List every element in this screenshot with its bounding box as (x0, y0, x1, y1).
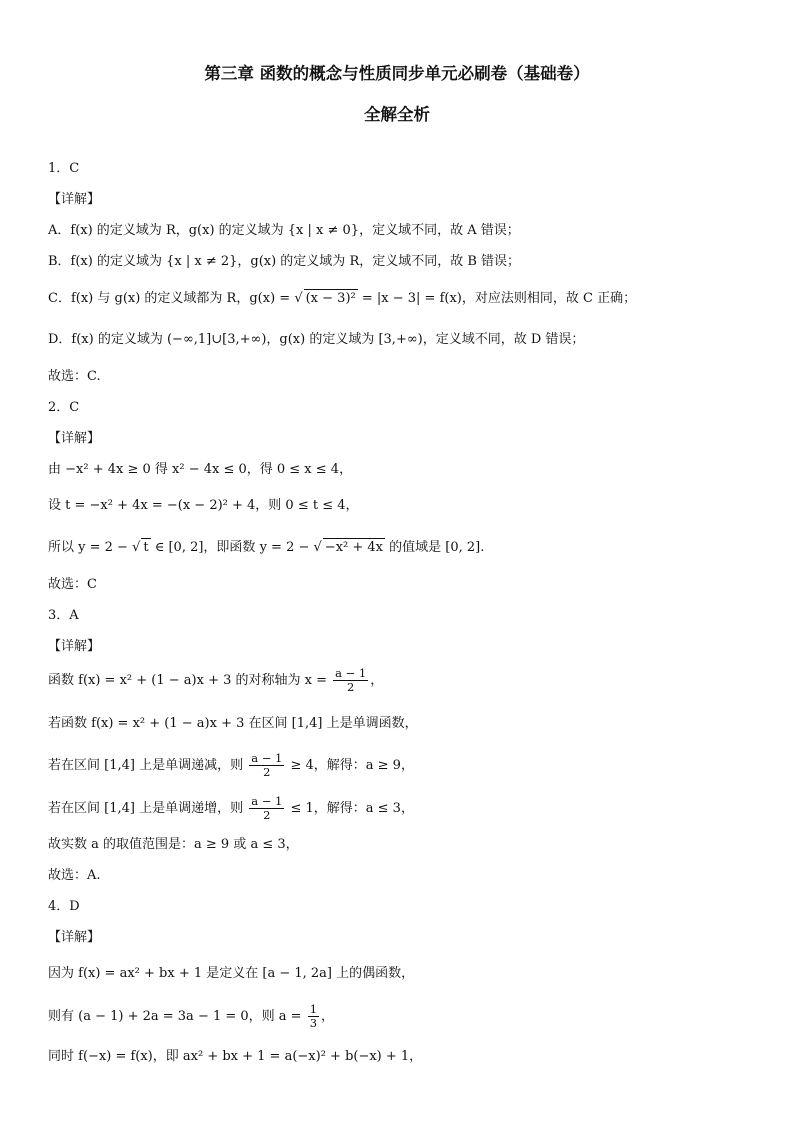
q3-line-4 (48, 795, 414, 822)
q3-line-3-post: ≥ 4，解得：a ≥ 9， (286, 758, 414, 773)
q3-line-1-pre: 函数 f(x) = x² + (1 − a)x + 3 的对称轴为 x = (48, 673, 332, 688)
q2-detail-heading: 【详解】 (48, 431, 101, 446)
q1-option-d: D．f(x) 的定义域为 (−∞,1]∪[3,+∞)，g(x) 的定义域为 [3,+∞)，定义域不同，故 D 错误； (48, 332, 585, 347)
q4-line-2 (48, 1003, 334, 1030)
q3-line-1 (48, 667, 383, 694)
q3-line-2: 若函数 f(x) = x² + (1 − a)x + 3 在区间 [1,4] 上是单调函数， (48, 716, 418, 731)
q3-fraction-inc-num: a − 1 (251, 794, 283, 808)
q4-answer: 4．D (48, 899, 80, 914)
q1-option-c: C．f(x) 与 g(x) 的定义域都为 R，g(x) = √ (x − 3)² = |x − 3| = f(x)，对应法则相同，故 C 正确； (48, 291, 637, 306)
q2-line-2: 设 t = −x² + 4x = −(x − 2)² + 4，则 0 ≤ t ≤ 4， (48, 498, 359, 513)
q3-line-5: 故实数 a 的取值范围是：a ≥ 9 或 a ≤ 3， (48, 837, 299, 852)
q4-line-1: 因为 f(x) = ax² + bx + 1 是定义在 [a − 1, 2a] 上的偶函数， (48, 966, 415, 981)
q3-answer: 3．A (48, 608, 79, 623)
q4-fraction-a-num: 1 (309, 1002, 318, 1016)
q4-line-2-post: ， (321, 1009, 335, 1024)
q1-option-c-post: = |x − 3| = f(x)，对应法则相同，故 C 正确； (357, 291, 637, 306)
q4-fraction-a (308, 1003, 319, 1030)
q4-line-2-pre: 则有 (a − 1) + 2a = 3a − 1 = 0，则 a = (48, 1009, 306, 1024)
q2-choice: 故选：C (48, 577, 97, 592)
q2-line-3-sqrt-2: −x² + 4x (324, 540, 383, 555)
q3-detail-heading: 【详解】 (48, 639, 101, 654)
q2-answer: 2．C (48, 400, 80, 415)
q3-line-4-pre: 若在区间 [1,4] 上是单调递增，则 (48, 801, 248, 816)
q3-fraction-dec-num: a − 1 (251, 751, 283, 765)
q2-line-3-a: 所以 y = 2 − (48, 540, 133, 555)
q3-fraction-axis-num: a − 1 (335, 666, 367, 680)
q3-line-1-post: ， (370, 673, 384, 688)
q1-option-c-pre: C．f(x) 与 g(x) 的定义域都为 R，g(x) = (48, 291, 295, 306)
q2-line-3-b: ∈ [0, 2]，即函数 y = 2 − (150, 540, 314, 555)
q3-fraction-dec (249, 752, 284, 779)
q1-option-a: A．f(x) 的定义域为 R，g(x) 的定义域为 {x | x ≠ 0}，定义域不同，故 A 错误； (48, 223, 520, 238)
q3-fraction-inc-den: 2 (263, 808, 271, 822)
q2-line-3-sqrt-1: t (143, 540, 149, 555)
document-title: 第三章 函数的概念与性质同步单元必刷卷（基础卷） (204, 64, 590, 83)
q4-line-3: 同时 f(−x) = f(x)，即 ax² + bx + 1 = a(−x)² + b(−x) + 1， (48, 1049, 423, 1064)
q3-fraction-dec-den: 2 (263, 765, 271, 779)
q3-line-4-post: ≤ 1，解得：a ≤ 3， (286, 801, 414, 816)
q2-line-3: 所以 y = 2 − √ t ∈ [0, 2]，即函数 y = 2 − √ −x² + 4x 的值域是 [0, 2]. (48, 540, 485, 555)
document-subtitle: 全解全析 (364, 105, 430, 124)
q1-option-b: B．f(x) 的定义域为 {x | x ≠ 2}，g(x) 的定义域为 R，定义域不同，故 B 错误； (48, 254, 521, 269)
q3-fraction-axis-den: 2 (347, 680, 355, 694)
q1-option-c-sqrt: (x − 3)² (305, 291, 356, 306)
q3-line-3-pre: 若在区间 [1,4] 上是单调递减，则 (48, 758, 248, 773)
q3-fraction-axis (333, 667, 368, 694)
q3-choice: 故选：A. (48, 868, 101, 883)
q1-detail-heading: 【详解】 (48, 192, 101, 207)
q2-line-1: 由 −x² + 4x ≥ 0 得 x² − 4x ≤ 0，得 0 ≤ x ≤ 4， (48, 462, 353, 477)
q3-fraction-inc (249, 795, 284, 822)
q4-detail-heading: 【详解】 (48, 930, 101, 945)
q2-line-3-c: 的值域是 [0, 2]. (385, 540, 485, 555)
q4-fraction-a-den: 3 (309, 1016, 318, 1030)
q3-line-3 (48, 752, 414, 779)
q1-answer: 1．C (48, 161, 80, 176)
q1-choice: 故选：C. (48, 369, 101, 384)
